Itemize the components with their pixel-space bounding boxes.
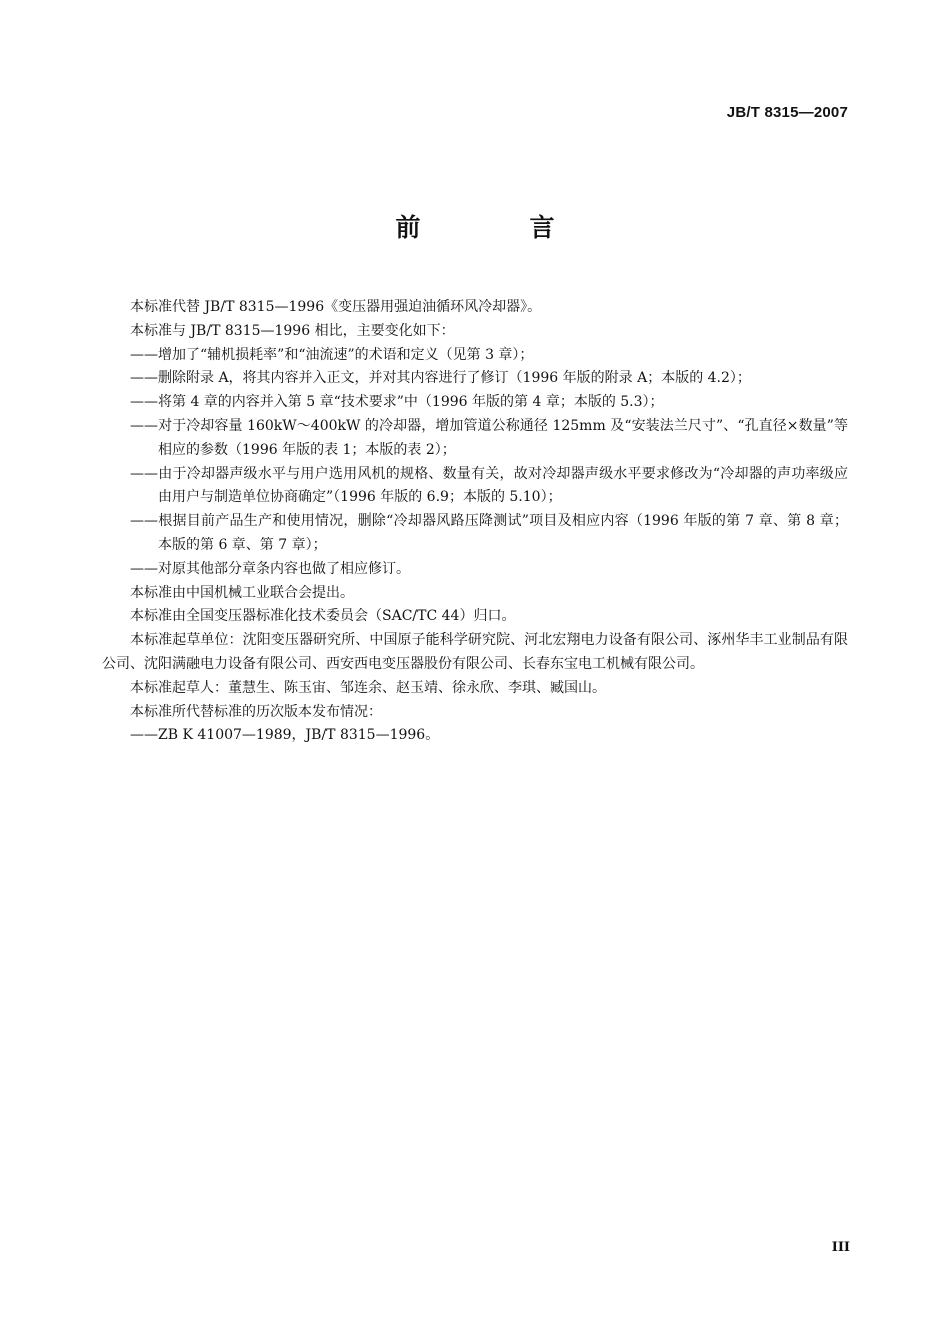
committee-statement: 本标准由全国变压器标准化技术委员会（SAC/TC 44）归口。	[130, 608, 516, 625]
drafters: 本标准起草人：董慧生、陈玉宙、邹连余、赵玉靖、徐永欣、李琪、臧国山。	[130, 679, 606, 696]
change-item: ——删除附录 A，将其内容并入正文，并对其内容进行了修订（1996 年版的附录 A；本版的 4.2）；	[130, 370, 751, 387]
change-item: ——对原其他部分章条内容也做了相应修订。	[130, 560, 410, 577]
change-item: ——对于冷却容量 160kW～400kW 的冷却器，增加管道公称通径 125mm 及“安装法兰尺寸”、“孔直径×数量”等相应的参数（1996 年版的表 1；本版的表 2）；	[130, 417, 848, 458]
document-code: JB/T 8315—2007	[726, 104, 848, 121]
change-item: ——增加了“辅机损耗率”和“油流速”的术语和定义（见第 3 章）；	[130, 346, 534, 363]
change-item: ——将第 4 章的内容并入第 5 章“技术要求”中（1996 年版的第 4 章；本版的 5.3）；	[130, 394, 664, 411]
page-title: 前 言	[395, 213, 597, 242]
comparison-intro: 本标准与 JB/T 8315—1996 相比，主要变化如下：	[130, 322, 455, 339]
replacement-statement: 本标准代替 JB/T 8315—1996《变压器用强迫油循环风冷却器》。	[130, 299, 542, 315]
change-item: ——根据目前产品生产和使用情况，删除“冷却器风路压降测试”项目及相应内容（1996 年版的第 7 章、第 8 章；本版的第 6 章、第 7 章）；	[130, 513, 848, 553]
history-intro: 本标准所代替标准的历次版本发布情况：	[130, 703, 382, 720]
history-item: ——ZB K 41007—1989，JB/T 8315—1996。	[130, 727, 440, 744]
page-number: III	[831, 1240, 850, 1255]
document-body	[102, 296, 848, 748]
proposer-statement: 本标准由中国机械工业联合会提出。	[130, 584, 354, 601]
drafting-units: 本标准起草单位：沈阳变压器研究所、中国原子能科学研究院、河北宏翔电力设备有限公司、涿州华丰工业制品有限公司、沈阳满融电力设备有限公司、西安西电变压器股份有限公司、长春东宝电工机械有限公司。	[102, 632, 848, 672]
change-item: ——由于冷却器声级水平与用户选用风机的规格、数量有关，故对冷却器声级水平要求修改为“冷却器的声功率级应由用户与制造单位协商确定”（1996 年版的 6.9；本版的 5.10）；	[130, 465, 848, 506]
